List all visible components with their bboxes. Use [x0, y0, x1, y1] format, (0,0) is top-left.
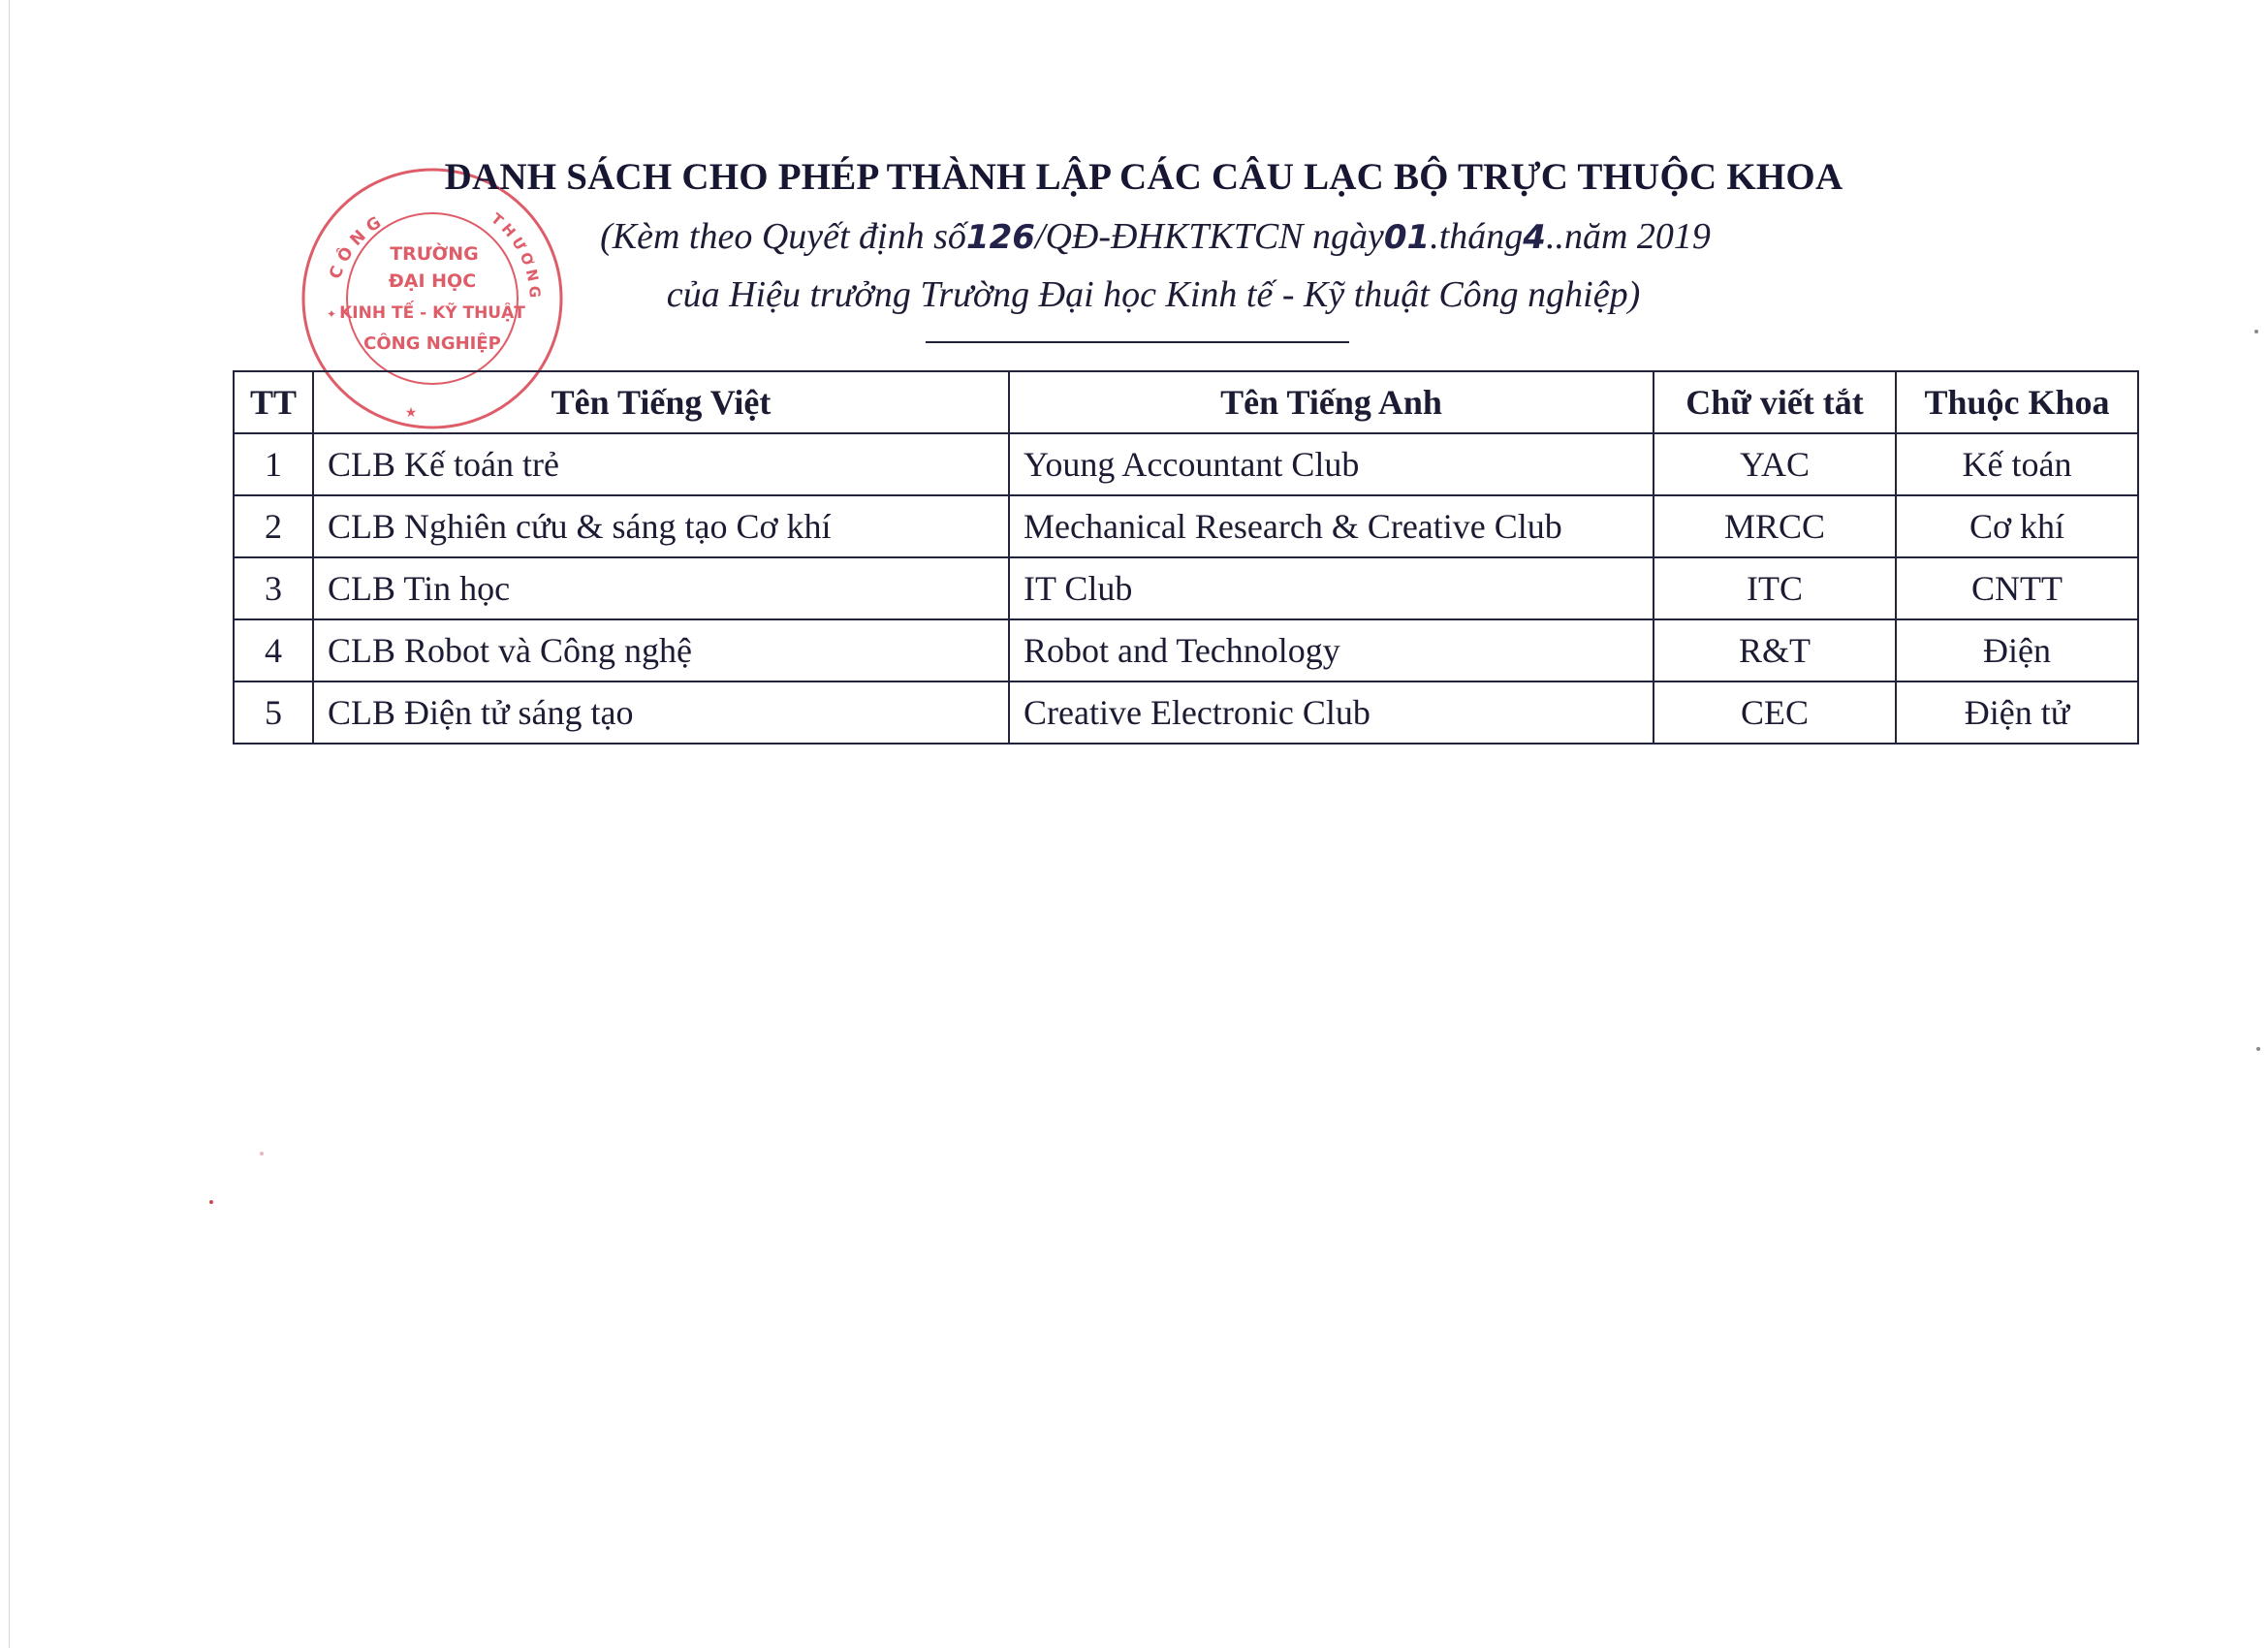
document-title: DANH SÁCH CHO PHÉP THÀNH LẬP CÁC CÂU LẠC BỘ TRỰC THUỘC KHOA	[444, 156, 1843, 198]
document-subtitle-line2: của Hiệu trưởng Trường Đại học Kinh tế - Kỹ thuật Công nghiệp)	[666, 274, 1641, 315]
stamp-line: KINH TẾ - KỸ THUẬT	[339, 303, 525, 323]
subtitle-middle: /QĐ-ĐHKTKTCN ngày	[1034, 216, 1384, 257]
header-faculty: Thuộc Khoa	[1896, 371, 2138, 433]
table-row	[234, 557, 2138, 619]
scan-speck	[2256, 1047, 2260, 1051]
cell-vietnamese-name: CLB Robot và Công nghệ	[313, 619, 1009, 681]
stamp-line: CÔNG NGHIỆP	[363, 333, 501, 354]
svg-text:★: ★	[404, 405, 418, 421]
cell-abbreviation: CEC	[1654, 681, 1896, 744]
cell-faculty: CNTT	[1896, 557, 2138, 619]
scan-speck	[209, 1200, 213, 1204]
subtitle-month-label: .tháng	[1430, 216, 1524, 257]
page-scan-edge	[9, 0, 10, 1648]
cell-english-name: Creative Electronic Club	[1009, 681, 1654, 744]
header-abbreviation: Chữ viết tắt	[1654, 371, 1896, 433]
scan-speck	[260, 1152, 264, 1156]
cell-tt: 4	[234, 619, 313, 681]
cell-tt: 2	[234, 495, 313, 557]
svg-text:THƯƠNG: THƯƠNG	[488, 209, 544, 302]
clubs-table	[233, 370, 2139, 745]
table-row	[234, 433, 2138, 495]
svg-text:CÔNG: CÔNG	[326, 209, 391, 282]
scan-speck	[2254, 330, 2258, 333]
cell-vietnamese-name: CLB Nghiên cứu & sáng tạo Cơ khí	[313, 495, 1009, 557]
cell-tt: 1	[234, 433, 313, 495]
cell-vietnamese-name: CLB Điện tử sáng tạo	[313, 681, 1009, 744]
cell-abbreviation: YAC	[1654, 433, 1896, 495]
cell-vietnamese-name: CLB Tin học	[313, 557, 1009, 619]
stamp-line: ĐẠI HỌC	[388, 270, 477, 292]
cell-faculty: Điện tử	[1896, 681, 2138, 744]
subtitle-year-label: ..năm 2019	[1545, 216, 1711, 257]
header-english-name: Tên Tiếng Anh	[1009, 371, 1654, 433]
cell-abbreviation: R&T	[1654, 619, 1896, 681]
cell-abbreviation: ITC	[1654, 557, 1896, 619]
handwritten-day: 01	[1383, 218, 1431, 257]
cell-abbreviation: MRCC	[1654, 495, 1896, 557]
handwritten-decision-number: 126	[965, 218, 1035, 257]
table-row	[234, 619, 2138, 681]
cell-english-name: Mechanical Research & Creative Club	[1009, 495, 1654, 557]
subtitle-prefix: (Kèm theo Quyết định số	[600, 216, 966, 257]
cell-tt: 3	[234, 557, 313, 619]
header-vietnamese-name: Tên Tiếng Việt	[313, 371, 1009, 433]
cell-tt: 5	[234, 681, 313, 744]
cell-english-name: Young Accountant Club	[1009, 433, 1654, 495]
title-underline-divider	[926, 341, 1349, 343]
header-tt: TT	[234, 371, 313, 433]
svg-text:✦: ✦	[326, 307, 337, 321]
cell-english-name: IT Club	[1009, 557, 1654, 619]
cell-faculty: Cơ khí	[1896, 495, 2138, 557]
table-header-row	[234, 371, 2138, 433]
table-row	[234, 495, 2138, 557]
stamp-line: TRƯỜNG	[390, 243, 479, 265]
table-row	[234, 681, 2138, 744]
document-subtitle-line1	[21, 215, 2268, 258]
cell-vietnamese-name: CLB Kế toán trẻ	[313, 433, 1009, 495]
cell-english-name: Robot and Technology	[1009, 619, 1654, 681]
cell-faculty: Kế toán	[1896, 433, 2138, 495]
handwritten-month: 4	[1523, 218, 1546, 257]
cell-faculty: Điện	[1896, 619, 2138, 681]
